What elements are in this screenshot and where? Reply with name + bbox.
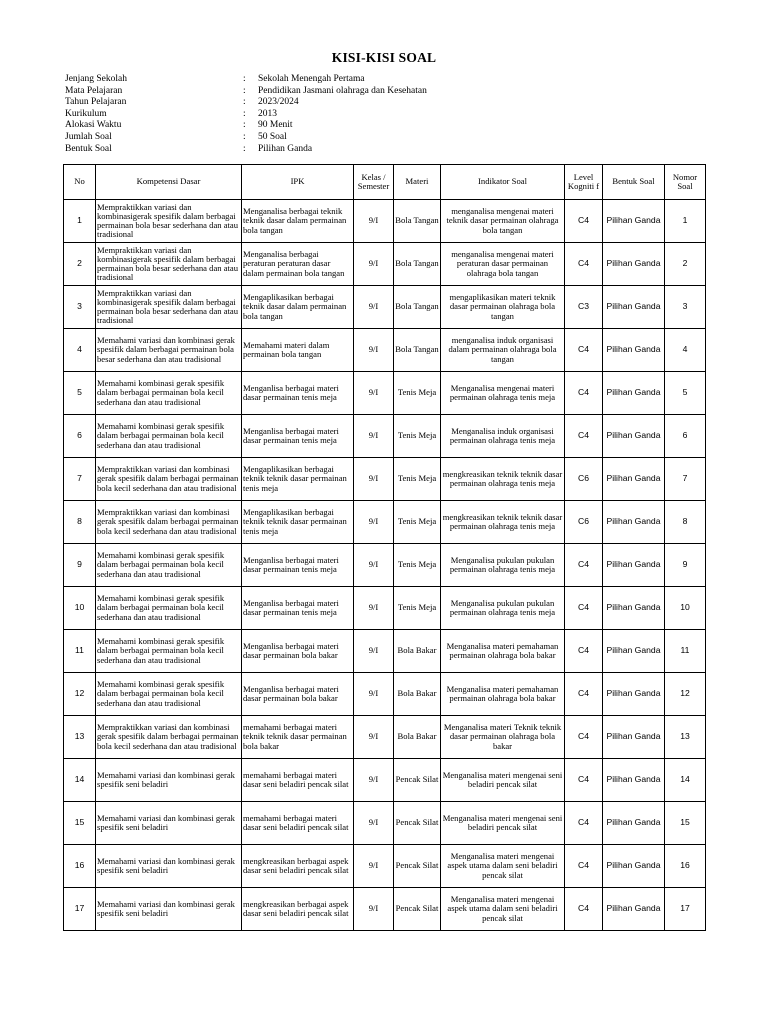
meta-row bbox=[65, 109, 558, 121]
header-nomor-soal: Nomor Soal bbox=[665, 165, 706, 200]
cell-kelas-semester: 9/I bbox=[354, 888, 394, 931]
cell-bentuk-soal: Pilihan Ganda bbox=[603, 243, 665, 286]
cell-materi: Tenis Meja bbox=[394, 415, 441, 458]
meta-label: Bentuk Soal bbox=[65, 143, 112, 154]
cell-indikator-soal: mengaplikasikan materi teknik dasar permainan olahraga bola tangan bbox=[441, 286, 565, 329]
cell-level-kognitif: C4 bbox=[565, 329, 603, 372]
cell-ipk: mengkreasikan berbagai aspek dasar seni beladiri pencak silat bbox=[242, 845, 354, 888]
cell-kelas-semester: 9/I bbox=[354, 845, 394, 888]
cell-kompetensi-dasar: Memahami variasi dan kombinasi gerak spesifik seni beladiri bbox=[96, 802, 242, 845]
cell-ipk: Memahami materi dalam permainan bola tangan bbox=[242, 329, 354, 372]
cell-ipk: Menganlisa berbagai materi dasar permainan tenis meja bbox=[242, 372, 354, 415]
cell-indikator-soal: menganalisa mengenai materi teknik dasar permainan olahraga bola tangan bbox=[441, 200, 565, 243]
cell-nomor-soal: 9 bbox=[665, 544, 706, 587]
meta-value: 2023/2024 bbox=[258, 97, 299, 108]
meta-row bbox=[65, 86, 558, 98]
cell-kompetensi-dasar: Mempraktikkan variasi dan kombinasi gerak spesifik dalam berbagai permainan bola kecil sederhana dan atau tradisional bbox=[96, 458, 242, 501]
meta-separator: : bbox=[243, 131, 246, 142]
cell-level-kognitif: C4 bbox=[565, 630, 603, 673]
cell-kompetensi-dasar: Memahami kombinasi gerak spesifik dalam berbagai permainan bola kecil sederhana dan atau tradisional bbox=[96, 630, 242, 673]
cell-bentuk-soal: Pilihan Ganda bbox=[603, 888, 665, 931]
cell-ipk: Mengaplikasikan berbagai teknik dasar dalam permainan bola tangan bbox=[242, 286, 354, 329]
cell-kompetensi-dasar: Memahami variasi dan kombinasi gerak spesifik dalam berbagai permainan bola besar sederhana dan atau tradisional bbox=[96, 329, 242, 372]
cell-nomor-soal: 6 bbox=[665, 415, 706, 458]
meta-label: Jenjang Sekolah bbox=[65, 74, 128, 84]
cell-kelas-semester: 9/I bbox=[354, 716, 394, 759]
cell-materi: Bola Tangan bbox=[394, 200, 441, 243]
cell-indikator-soal: Menganalisa materi pemahaman permainan olahraga bola bakar bbox=[441, 673, 565, 716]
cell-ipk: Menganalisa berbagai peraturan peraturan dasar dalam permainan bola tangan bbox=[242, 243, 354, 286]
cell-materi: Tenis Meja bbox=[394, 544, 441, 587]
cell-level-kognitif: C3 bbox=[565, 286, 603, 329]
meta-separator: : bbox=[243, 74, 246, 84]
cell-kompetensi-dasar: Memahami kombinasi gerak spesifik dalam berbagai permainan bola kecil sederhana dan atau tradisional bbox=[96, 673, 242, 716]
cell-kelas-semester: 9/I bbox=[354, 587, 394, 630]
cell-materi: Bola Tangan bbox=[394, 329, 441, 372]
cell-level-kognitif: C4 bbox=[565, 673, 603, 716]
cell-no: 8 bbox=[64, 501, 96, 544]
cell-kompetensi-dasar: Memahami kombinasi gerak spesifik dalam berbagai permainan bola kecil sederhana dan atau tradisional bbox=[96, 544, 242, 587]
cell-level-kognitif: C4 bbox=[565, 802, 603, 845]
cell-nomor-soal: 3 bbox=[665, 286, 706, 329]
cell-indikator-soal: Menganalisa materi mengenai aspek utama dalam seni beladiri pencak silat bbox=[441, 888, 565, 931]
cell-kelas-semester: 9/I bbox=[354, 673, 394, 716]
cell-bentuk-soal: Pilihan Ganda bbox=[603, 329, 665, 372]
meta-label: Mata Pelajaran bbox=[65, 85, 123, 96]
cell-indikator-soal: Menganalisa materi mengenai seni beladiri pencak silat bbox=[441, 759, 565, 802]
cell-bentuk-soal: Pilihan Ganda bbox=[603, 759, 665, 802]
cell-materi: Bola Bakar bbox=[394, 673, 441, 716]
cell-kelas-semester: 9/I bbox=[354, 286, 394, 329]
cell-kelas-semester: 9/I bbox=[354, 243, 394, 286]
cell-no: 16 bbox=[64, 845, 96, 888]
cell-no: 12 bbox=[64, 673, 96, 716]
meta-row bbox=[65, 144, 558, 156]
cell-no: 9 bbox=[64, 544, 96, 587]
cell-nomor-soal: 4 bbox=[665, 329, 706, 372]
meta-separator: : bbox=[243, 108, 246, 119]
cell-no: 5 bbox=[64, 372, 96, 415]
meta-row bbox=[65, 97, 558, 109]
cell-kompetensi-dasar: Mempraktikkan variasi dan kombinasigerak spesifik dalam berbagai permainan bola besar sederhana dan atau tradisional bbox=[96, 243, 242, 286]
cell-kompetensi-dasar: Mempraktikkan variasi dan kombinasi gerak spesifik dalam berbagai permainan bola kecil sederhana dan atau tradisional bbox=[96, 716, 242, 759]
cell-ipk: Menganlisa berbagai materi dasar permainan tenis meja bbox=[242, 544, 354, 587]
meta-label: Kurikulum bbox=[65, 108, 107, 119]
table-row bbox=[64, 845, 706, 888]
kisi-kisi-table bbox=[63, 164, 706, 931]
cell-materi: Tenis Meja bbox=[394, 587, 441, 630]
cell-indikator-soal: Menganalisa materi pemahaman permainan olahraga bola bakar bbox=[441, 630, 565, 673]
cell-no: 1 bbox=[64, 200, 96, 243]
cell-no: 6 bbox=[64, 415, 96, 458]
cell-no: 2 bbox=[64, 243, 96, 286]
cell-materi: Bola Tangan bbox=[394, 243, 441, 286]
cell-kelas-semester: 9/I bbox=[354, 200, 394, 243]
cell-bentuk-soal: Pilihan Ganda bbox=[603, 458, 665, 501]
cell-materi: Bola Bakar bbox=[394, 630, 441, 673]
cell-bentuk-soal: Pilihan Ganda bbox=[603, 286, 665, 329]
cell-nomor-soal: 1 bbox=[665, 200, 706, 243]
cell-nomor-soal: 8 bbox=[665, 501, 706, 544]
cell-no: 3 bbox=[64, 286, 96, 329]
cell-bentuk-soal: Pilihan Ganda bbox=[603, 501, 665, 544]
cell-no: 13 bbox=[64, 716, 96, 759]
cell-level-kognitif: C4 bbox=[565, 759, 603, 802]
cell-no: 14 bbox=[64, 759, 96, 802]
table-row bbox=[64, 673, 706, 716]
cell-bentuk-soal: Pilihan Ganda bbox=[603, 673, 665, 716]
cell-nomor-soal: 14 bbox=[665, 759, 706, 802]
cell-ipk: Mengaplikasikan berbagai teknik teknik dasar permainan tenis meja bbox=[242, 458, 354, 501]
cell-kompetensi-dasar: Memahami variasi dan kombinasi gerak spesifik seni beladiri bbox=[96, 759, 242, 802]
cell-materi: Tenis Meja bbox=[394, 372, 441, 415]
cell-level-kognitif: C4 bbox=[565, 200, 603, 243]
cell-kelas-semester: 9/I bbox=[354, 501, 394, 544]
cell-indikator-soal: Menganalisa materi mengenai seni beladiri pencak silat bbox=[441, 802, 565, 845]
cell-ipk: memahami berbagai materi dasar seni beladiri pencak silat bbox=[242, 802, 354, 845]
table-row bbox=[64, 716, 706, 759]
cell-materi: Tenis Meja bbox=[394, 501, 441, 544]
cell-kompetensi-dasar: Mempraktikkan variasi dan kombinasigerak spesifik dalam berbagai permainan bola besar sederhana dan atau tradisional bbox=[96, 200, 242, 243]
cell-materi: Pencak Silat bbox=[394, 888, 441, 931]
cell-kompetensi-dasar: Memahami kombinasi gerak spesifik dalam berbagai permainan bola kecil sederhana dan atau tradisional bbox=[96, 415, 242, 458]
cell-bentuk-soal: Pilihan Ganda bbox=[603, 200, 665, 243]
cell-nomor-soal: 13 bbox=[665, 716, 706, 759]
meta-value: 50 Soal bbox=[258, 131, 287, 142]
meta-row bbox=[65, 132, 558, 144]
cell-bentuk-soal: Pilihan Ganda bbox=[603, 716, 665, 759]
cell-materi: Bola Tangan bbox=[394, 286, 441, 329]
cell-nomor-soal: 17 bbox=[665, 888, 706, 931]
cell-indikator-soal: Menganalisa materi mengenai aspek utama dalam seni beladiri pencak silat bbox=[441, 845, 565, 888]
cell-indikator-soal: mengkreasikan teknik teknik dasar permainan olahraga tenis meja bbox=[441, 501, 565, 544]
cell-kelas-semester: 9/I bbox=[354, 630, 394, 673]
cell-bentuk-soal: Pilihan Ganda bbox=[603, 544, 665, 587]
cell-ipk: memahami berbagai materi dasar seni beladiri pencak silat bbox=[242, 759, 354, 802]
cell-no: 11 bbox=[64, 630, 96, 673]
meta-label: Jumlah Soal bbox=[65, 131, 112, 142]
cell-bentuk-soal: Pilihan Ganda bbox=[603, 587, 665, 630]
table-row bbox=[64, 372, 706, 415]
cell-nomor-soal: 15 bbox=[665, 802, 706, 845]
cell-no: 10 bbox=[64, 587, 96, 630]
header-indikator-soal: Indikator Soal bbox=[441, 165, 565, 200]
table-row bbox=[64, 415, 706, 458]
cell-ipk: Menganlisa berbagai materi dasar permainan bola bakar bbox=[242, 673, 354, 716]
table-row bbox=[64, 329, 706, 372]
cell-nomor-soal: 10 bbox=[665, 587, 706, 630]
cell-kompetensi-dasar: Memahami kombinasi gerak spesifik dalam berbagai permainan bola kecil sederhana dan atau tradisional bbox=[96, 587, 242, 630]
cell-kelas-semester: 9/I bbox=[354, 458, 394, 501]
cell-level-kognitif: C4 bbox=[565, 716, 603, 759]
table-row bbox=[64, 630, 706, 673]
cell-kelas-semester: 9/I bbox=[354, 329, 394, 372]
meta-separator: : bbox=[243, 85, 246, 96]
cell-ipk: Menganlisa berbagai materi dasar permainan tenis meja bbox=[242, 587, 354, 630]
cell-indikator-soal: Menganalisa pukulan pukulan permainan olahraga tenis meja bbox=[441, 544, 565, 587]
table-row bbox=[64, 458, 706, 501]
cell-indikator-soal: Menganalisa pukulan pukulan permainan olahraga tenis meja bbox=[441, 587, 565, 630]
table-row bbox=[64, 802, 706, 845]
meta-value: 90 Menit bbox=[258, 120, 293, 131]
cell-ipk: memahami berbagai materi teknik teknik dasar permainan bola bakar bbox=[242, 716, 354, 759]
cell-ipk: Mengaplikasikan berbagai teknik teknik dasar permainan tenis meja bbox=[242, 501, 354, 544]
cell-indikator-soal: Menganalisa mengenai materi permainan olahraga tenis meja bbox=[441, 372, 565, 415]
cell-no: 4 bbox=[64, 329, 96, 372]
cell-kompetensi-dasar: Mempraktikkan variasi dan kombinasigerak spesifik dalam berbagai permainan bola besar sederhana dan atau tradisional bbox=[96, 286, 242, 329]
cell-nomor-soal: 11 bbox=[665, 630, 706, 673]
header-materi: Materi bbox=[394, 165, 441, 200]
cell-materi: Pencak Silat bbox=[394, 759, 441, 802]
meta-label: Tahun Pelajaran bbox=[65, 97, 127, 108]
cell-ipk: Menganlisa berbagai materi dasar permainan tenis meja bbox=[242, 415, 354, 458]
header-level-kognitif: Level Kogniti f bbox=[565, 165, 603, 200]
cell-level-kognitif: C6 bbox=[565, 458, 603, 501]
cell-bentuk-soal: Pilihan Ganda bbox=[603, 845, 665, 888]
table-row bbox=[64, 888, 706, 931]
document-metadata bbox=[65, 74, 558, 155]
cell-bentuk-soal: Pilihan Ganda bbox=[603, 372, 665, 415]
meta-value: Sekolah Menengah Pertama bbox=[258, 74, 365, 84]
meta-row bbox=[65, 74, 558, 86]
cell-level-kognitif: C4 bbox=[565, 243, 603, 286]
meta-separator: : bbox=[243, 120, 246, 131]
cell-level-kognitif: C4 bbox=[565, 845, 603, 888]
cell-materi: Bola Bakar bbox=[394, 716, 441, 759]
cell-level-kognitif: C4 bbox=[565, 372, 603, 415]
meta-separator: : bbox=[243, 143, 246, 154]
meta-value: Pendidikan Jasmani olahraga dan Kesehatan bbox=[258, 85, 427, 96]
page-title: KISI-KISI SOAL bbox=[331, 50, 437, 65]
cell-indikator-soal: menganalisa mengenai materi peraturan dasar permainan olahraga bola tangan bbox=[441, 243, 565, 286]
table-row bbox=[64, 759, 706, 802]
cell-no: 17 bbox=[64, 888, 96, 931]
cell-materi: Pencak Silat bbox=[394, 802, 441, 845]
cell-no: 7 bbox=[64, 458, 96, 501]
cell-kelas-semester: 9/I bbox=[354, 372, 394, 415]
cell-ipk: Menganlisa berbagai materi dasar permainan bola bakar bbox=[242, 630, 354, 673]
header-kompetensi-dasar: Kompetensi Dasar bbox=[96, 165, 242, 200]
header-kelas-semester: Kelas / Semester bbox=[354, 165, 394, 200]
meta-separator: : bbox=[243, 97, 246, 108]
cell-bentuk-soal: Pilihan Ganda bbox=[603, 630, 665, 673]
table-row bbox=[64, 286, 706, 329]
table-row bbox=[64, 243, 706, 286]
header-ipk: IPK bbox=[242, 165, 354, 200]
meta-label: Alokasi Waktu bbox=[65, 120, 122, 131]
table-row bbox=[64, 200, 706, 243]
meta-value: 2013 bbox=[258, 108, 277, 119]
cell-ipk: Menganalisa berbagai teknik teknik dasar dalam permainan bola tangan bbox=[242, 200, 354, 243]
cell-level-kognitif: C4 bbox=[565, 587, 603, 630]
cell-kompetensi-dasar: Memahami kombinasi gerak spesifik dalam berbagai permainan bola kecil sederhana dan atau tradisional bbox=[96, 372, 242, 415]
cell-level-kognitif: C4 bbox=[565, 544, 603, 587]
cell-nomor-soal: 12 bbox=[665, 673, 706, 716]
cell-nomor-soal: 7 bbox=[665, 458, 706, 501]
cell-kelas-semester: 9/I bbox=[354, 415, 394, 458]
cell-materi: Tenis Meja bbox=[394, 458, 441, 501]
cell-kelas-semester: 9/I bbox=[354, 759, 394, 802]
cell-bentuk-soal: Pilihan Ganda bbox=[603, 802, 665, 845]
meta-row bbox=[65, 120, 558, 132]
cell-ipk: mengkreasikan berbagai aspek dasar seni beladiri pencak silat bbox=[242, 888, 354, 931]
table-row bbox=[64, 587, 706, 630]
table-row bbox=[64, 501, 706, 544]
cell-indikator-soal: Menganalisa materi Teknik teknik dasar permainan olahraga bola bakar bbox=[441, 716, 565, 759]
cell-kompetensi-dasar: Memahami variasi dan kombinasi gerak spesifik seni beladiri bbox=[96, 845, 242, 888]
cell-nomor-soal: 2 bbox=[665, 243, 706, 286]
header-no: No bbox=[64, 165, 96, 200]
cell-indikator-soal: Menganalisa induk organisasi permainan olahraga tenis meja bbox=[441, 415, 565, 458]
table-row bbox=[64, 544, 706, 587]
cell-kelas-semester: 9/I bbox=[354, 802, 394, 845]
cell-kompetensi-dasar: Memahami variasi dan kombinasi gerak spesifik seni beladiri bbox=[96, 888, 242, 931]
cell-indikator-soal: mengkreasikan teknik teknik dasar permainan olahraga tenis meja bbox=[441, 458, 565, 501]
cell-nomor-soal: 5 bbox=[665, 372, 706, 415]
cell-indikator-soal: menganalisa induk organisasi dalam permainan olahraga bola tangan bbox=[441, 329, 565, 372]
cell-nomor-soal: 16 bbox=[665, 845, 706, 888]
header-bentuk-soal: Bentuk Soal bbox=[603, 165, 665, 200]
cell-kelas-semester: 9/I bbox=[354, 544, 394, 587]
cell-level-kognitif: C4 bbox=[565, 415, 603, 458]
cell-level-kognitif: C6 bbox=[565, 501, 603, 544]
cell-no: 15 bbox=[64, 802, 96, 845]
meta-value: Pilihan Ganda bbox=[258, 143, 313, 154]
table-header-row bbox=[64, 165, 706, 200]
cell-materi: Pencak Silat bbox=[394, 845, 441, 888]
cell-bentuk-soal: Pilihan Ganda bbox=[603, 415, 665, 458]
cell-kompetensi-dasar: Mempraktikkan variasi dan kombinasi gerak spesifik dalam berbagai permainan bola kecil sederhana dan atau tradisional bbox=[96, 501, 242, 544]
cell-level-kognitif: C4 bbox=[565, 888, 603, 931]
